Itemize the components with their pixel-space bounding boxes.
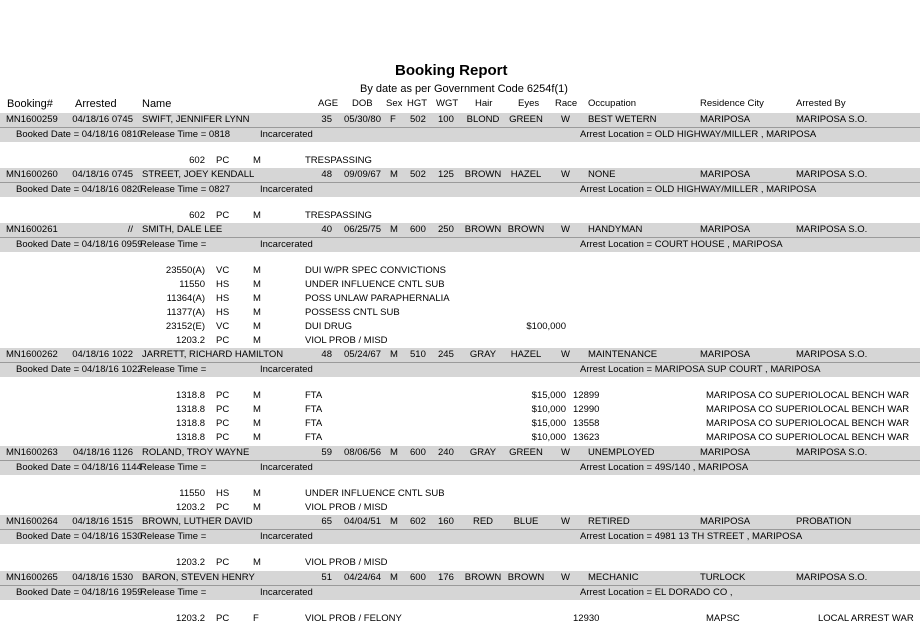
- occupation-value: NONE: [588, 169, 616, 180]
- hair-value: BROWN: [464, 169, 502, 180]
- charge-type: VC: [216, 321, 230, 332]
- arrested-by-value: MARIPOSA S.O.: [796, 169, 868, 180]
- booking-number: MN1600259: [6, 114, 58, 125]
- court-name: MARIPOSA CO SUPERIO: [706, 390, 818, 401]
- case-number: 12930: [573, 613, 600, 624]
- arrest-location: Arrest Location = 49S/140 , MARIPOSA: [580, 462, 749, 473]
- weight-value: 240: [438, 447, 454, 458]
- weight-value: 160: [438, 516, 454, 527]
- arrested-by-value: MARIPOSA S.O.: [796, 114, 868, 125]
- release-time: Release Time =: [140, 587, 207, 598]
- race-value: W: [561, 224, 570, 235]
- charge-level: M: [253, 418, 261, 429]
- charge-code: 23152(E): [165, 321, 205, 332]
- charge-code: 1203.2: [175, 335, 205, 346]
- custody-status: Incarcerated: [260, 239, 313, 250]
- arrest-location: Arrest Location = OLD HIGHWAY/MILLER , MARIPOSA: [580, 184, 817, 195]
- age-value: 35: [321, 114, 332, 125]
- custody-status: Incarcerated: [260, 129, 313, 140]
- case-number: 13558: [573, 418, 600, 429]
- charge-code: 1203.2: [175, 613, 205, 624]
- dob-value: 05/30/80: [344, 114, 381, 125]
- record-divider: [0, 585, 920, 586]
- arrest-datetime: 04/18/16 1022: [72, 349, 133, 360]
- charge-code: 1318.8: [175, 432, 205, 443]
- col-residence-header: Residence City: [700, 98, 764, 109]
- arrest-location: Arrest Location = MARIPOSA SUP COURT , MARIPOSA: [580, 364, 821, 375]
- booked-date: Booked Date = 04/18/16 1530: [16, 531, 143, 542]
- booking-number: MN1600265: [6, 572, 58, 583]
- dob-value: 04/24/64: [344, 572, 381, 583]
- release-time: Release Time =: [140, 364, 207, 375]
- race-value: W: [561, 516, 570, 527]
- charge-type: PC: [216, 557, 230, 568]
- weight-value: 125: [438, 169, 454, 180]
- person-name: STREET, JOEY KENDALL: [142, 169, 255, 180]
- record-divider: [0, 182, 920, 183]
- case-number: 12990: [573, 404, 600, 415]
- arrested-by-value: MARIPOSA S.O.: [796, 572, 868, 583]
- arrest-location: Arrest Location = EL DORADO CO ,: [580, 587, 733, 598]
- height-value: 600: [410, 447, 426, 458]
- charge-code: 11364(A): [166, 293, 205, 304]
- residence-city-value: MARIPOSA: [700, 349, 751, 360]
- col-occupation-header: Occupation: [588, 98, 637, 109]
- charge-level: M: [253, 432, 261, 443]
- hair-value: BROWN: [464, 224, 502, 235]
- charge-type: PC: [216, 502, 230, 513]
- charge-level: M: [253, 293, 261, 304]
- report-subtitle: By date as per Government Code 6254f(1): [360, 83, 568, 95]
- eyes-value: GREEN: [509, 447, 543, 458]
- race-value: W: [561, 447, 570, 458]
- warrant-type: LOCAL BENCH WAR: [818, 418, 910, 429]
- residence-city-value: MARIPOSA: [700, 169, 751, 180]
- charge-type: PC: [216, 432, 230, 443]
- report-title: Booking Report: [395, 62, 508, 79]
- col-wgt-header: WGT: [436, 98, 459, 109]
- charge-type: HS: [216, 293, 230, 304]
- charge-description: VIOL PROB / MISD: [305, 335, 388, 346]
- charge-description: DUI DRUG: [305, 321, 352, 332]
- charge-level: M: [253, 488, 261, 499]
- custody-status: Incarcerated: [260, 184, 313, 195]
- charge-code: 1203.2: [175, 557, 205, 568]
- booking-number: MN1600262: [6, 349, 58, 360]
- height-value: 600: [410, 224, 426, 235]
- occupation-value: BEST WETERN: [588, 114, 657, 125]
- charge-description: POSS UNLAW PARAPHERNALIA: [305, 293, 450, 304]
- charge-description: TRESPASSING: [305, 155, 372, 166]
- charge-description: POSSESS CNTL SUB: [305, 307, 400, 318]
- age-value: 59: [321, 447, 332, 458]
- age-value: 48: [321, 169, 332, 180]
- age-value: 40: [321, 224, 332, 235]
- charge-level: M: [253, 307, 261, 318]
- arrested-by-value: MARIPOSA S.O.: [796, 224, 868, 235]
- bail-amount: $10,000: [531, 432, 566, 443]
- occupation-value: HANDYMAN: [588, 224, 643, 235]
- bail-amount: $10,000: [531, 404, 566, 415]
- charge-description: FTA: [305, 432, 323, 443]
- dob-value: 04/04/51: [344, 516, 381, 527]
- arrest-datetime: //: [127, 224, 133, 235]
- court-name: MAPSC: [706, 613, 740, 624]
- charge-code: 11550: [179, 488, 205, 499]
- arrest-location: Arrest Location = COURT HOUSE , MARIPOSA: [580, 239, 783, 250]
- custody-status: Incarcerated: [260, 364, 313, 375]
- eyes-value: HAZEL: [510, 349, 542, 360]
- sex-value: M: [390, 169, 398, 180]
- hair-value: BLOND: [466, 114, 500, 125]
- charge-description: VIOL PROB / MISD: [305, 557, 388, 568]
- height-value: 502: [410, 114, 426, 125]
- charge-level: M: [253, 155, 261, 166]
- arrest-location: Arrest Location = 4981 13 TH STREET , MARIPOSA: [580, 531, 803, 542]
- charge-type: PC: [216, 418, 230, 429]
- charge-type: VC: [216, 265, 230, 276]
- release-time: Release Time =: [140, 462, 207, 473]
- dob-value: 08/06/56: [344, 447, 381, 458]
- race-value: W: [561, 572, 570, 583]
- booked-date: Booked Date = 04/18/16 0959: [16, 239, 143, 250]
- person-name: BARON, STEVEN HENRY: [142, 572, 255, 583]
- age-value: 48: [321, 349, 332, 360]
- occupation-value: MECHANIC: [588, 572, 639, 583]
- charge-type: HS: [216, 307, 230, 318]
- record-divider: [0, 460, 920, 461]
- charge-code: 602: [189, 210, 205, 221]
- hair-value: GRAY: [469, 349, 497, 360]
- charge-level: M: [253, 210, 261, 221]
- age-value: 65: [321, 516, 332, 527]
- record-divider: [0, 127, 920, 128]
- charge-level: F: [253, 613, 259, 624]
- charge-type: PC: [216, 613, 230, 624]
- col-booking-header: Booking#: [7, 98, 53, 110]
- hair-value: GRAY: [469, 447, 497, 458]
- dob-value: 05/24/67: [344, 349, 381, 360]
- charge-code: 1318.8: [175, 404, 205, 415]
- charge-type: PC: [216, 335, 230, 346]
- col-name-header: Name: [142, 98, 172, 110]
- col-hgt-header: HGT: [407, 98, 428, 109]
- charge-level: M: [253, 502, 261, 513]
- court-name: MARIPOSA CO SUPERIO: [706, 404, 818, 415]
- booking-number: MN1600260: [6, 169, 58, 180]
- age-value: 51: [321, 572, 332, 583]
- race-value: W: [561, 114, 570, 125]
- weight-value: 250: [438, 224, 454, 235]
- occupation-value: UNEMPLOYED: [588, 447, 655, 458]
- charge-type: PC: [216, 155, 230, 166]
- height-value: 602: [410, 516, 426, 527]
- sex-value: M: [390, 516, 398, 527]
- sex-value: M: [390, 224, 398, 235]
- charge-type: PC: [216, 210, 230, 221]
- warrant-type: LOCAL BENCH WAR: [818, 432, 910, 443]
- eyes-value: BROWN: [507, 224, 545, 235]
- charge-type: PC: [216, 404, 230, 415]
- booked-date: Booked Date = 04/18/16 1144: [16, 462, 142, 473]
- charge-code: 23550(A): [165, 265, 205, 276]
- charge-code: 1203.2: [175, 502, 205, 513]
- height-value: 600: [410, 572, 426, 583]
- booking-number: MN1600261: [6, 224, 58, 235]
- arrest-datetime: 04/18/16 1515: [72, 516, 133, 527]
- person-name: SMITH, DALE LEE: [142, 224, 223, 235]
- release-time: Release Time = 0818: [140, 129, 231, 140]
- charge-description: DUI W/PR SPEC CONVICTIONS: [305, 265, 446, 276]
- person-name: BROWN, LUTHER DAVID: [142, 516, 253, 527]
- col-arrested-by-header: Arrested By: [796, 98, 846, 109]
- custody-status: Incarcerated: [260, 531, 313, 542]
- charge-description: VIOL PROB / FELONY: [305, 613, 402, 624]
- court-name: MARIPOSA CO SUPERIO: [706, 418, 818, 429]
- residence-city-value: MARIPOSA: [700, 114, 751, 125]
- charge-description: FTA: [305, 418, 323, 429]
- charge-code: 11550: [179, 279, 205, 290]
- arrested-by-value: MARIPOSA S.O.: [796, 349, 868, 360]
- record-divider: [0, 362, 920, 363]
- custody-status: Incarcerated: [260, 587, 313, 598]
- case-number: 12899: [573, 390, 600, 401]
- booked-date: Booked Date = 04/18/16 1959: [16, 587, 143, 598]
- sex-value: F: [390, 114, 396, 125]
- dob-value: 06/25/75: [344, 224, 381, 235]
- booked-date: Booked Date = 04/18/16 0810: [16, 129, 143, 140]
- eyes-value: BLUE: [513, 516, 539, 527]
- arrested-by-value: MARIPOSA S.O.: [796, 447, 868, 458]
- residence-city-value: MARIPOSA: [700, 447, 751, 458]
- charge-level: M: [253, 557, 261, 568]
- occupation-value: MAINTENANCE: [588, 349, 658, 360]
- charge-level: M: [253, 390, 261, 401]
- booked-date: Booked Date = 04/18/16 1022: [16, 364, 143, 375]
- booking-number: MN1600264: [6, 516, 58, 527]
- warrant-type: LOCAL BENCH WAR: [818, 390, 910, 401]
- release-time: Release Time =: [140, 239, 207, 250]
- person-name: ROLAND, TROY WAYNE: [142, 447, 250, 458]
- bail-amount: $15,000: [531, 418, 566, 429]
- sex-value: M: [390, 349, 398, 360]
- hair-value: BROWN: [464, 572, 502, 583]
- occupation-value: RETIRED: [588, 516, 630, 527]
- booked-date: Booked Date = 04/18/16 0820: [16, 184, 143, 195]
- charge-type: HS: [216, 279, 230, 290]
- height-value: 510: [410, 349, 426, 360]
- weight-value: 176: [438, 572, 454, 583]
- person-name: SWIFT, JENNIFER LYNN: [142, 114, 250, 125]
- sex-value: M: [390, 447, 398, 458]
- col-age-header: AGE: [318, 98, 339, 109]
- col-sex-header: Sex: [386, 98, 403, 109]
- person-name: JARRETT, RICHARD HAMILTON: [142, 349, 284, 360]
- col-dob-header: DOB: [352, 98, 373, 109]
- case-number: 13623: [573, 432, 600, 443]
- col-eyes-header: Eyes: [518, 98, 540, 109]
- arrest-datetime: 04/18/16 0745: [72, 114, 133, 125]
- weight-value: 100: [438, 114, 454, 125]
- col-hair-header: Hair: [475, 98, 493, 109]
- dob-value: 09/09/67: [344, 169, 381, 180]
- release-time: Release Time =: [140, 531, 207, 542]
- sex-value: M: [390, 572, 398, 583]
- arrest-datetime: 04/18/16 0745: [72, 169, 133, 180]
- eyes-value: GREEN: [509, 114, 543, 125]
- charge-description: VIOL PROB / MISD: [305, 502, 388, 513]
- race-value: W: [561, 169, 570, 180]
- booking-number: MN1600263: [6, 447, 58, 458]
- charge-code: 11377(A): [166, 307, 205, 318]
- charge-code: 1318.8: [175, 418, 205, 429]
- arrest-location: Arrest Location = OLD HIGHWAY/MILLER , MARIPOSA: [580, 129, 817, 140]
- charge-code: 1318.8: [175, 390, 205, 401]
- warrant-type: LOCAL ARREST WAR: [818, 613, 914, 624]
- charge-description: UNDER INFLUENCE CNTL SUB: [305, 279, 445, 290]
- charge-type: PC: [216, 390, 230, 401]
- bail-amount: $15,000: [531, 390, 566, 401]
- custody-status: Incarcerated: [260, 462, 313, 473]
- charge-description: FTA: [305, 404, 323, 415]
- charge-code: 602: [189, 155, 205, 166]
- charge-level: M: [253, 265, 261, 276]
- release-time: Release Time = 0827: [140, 184, 231, 195]
- record-divider: [0, 237, 920, 238]
- weight-value: 245: [438, 349, 454, 360]
- bail-amount: $100,000: [526, 321, 566, 332]
- race-value: W: [561, 349, 570, 360]
- charge-level: M: [253, 404, 261, 415]
- residence-city-value: MARIPOSA: [700, 224, 751, 235]
- charge-description: TRESPASSING: [305, 210, 372, 221]
- record-divider: [0, 529, 920, 530]
- hair-value: RED: [472, 516, 494, 527]
- court-name: MARIPOSA CO SUPERIO: [706, 432, 818, 443]
- charge-level: M: [253, 279, 261, 290]
- warrant-type: LOCAL BENCH WAR: [818, 404, 910, 415]
- charge-type: HS: [216, 488, 230, 499]
- arrest-datetime: 04/18/16 1530: [72, 572, 133, 583]
- charge-level: M: [253, 335, 261, 346]
- eyes-value: HAZEL: [510, 169, 542, 180]
- charge-description: FTA: [305, 390, 323, 401]
- charge-level: M: [253, 321, 261, 332]
- height-value: 502: [410, 169, 426, 180]
- arrest-datetime: 04/18/16 1126: [72, 447, 133, 458]
- col-race-header: Race: [555, 98, 578, 109]
- charge-description: UNDER INFLUENCE CNTL SUB: [305, 488, 445, 499]
- arrested-by-value: PROBATION: [796, 516, 852, 527]
- residence-city-value: TURLOCK: [700, 572, 746, 583]
- residence-city-value: MARIPOSA: [700, 516, 751, 527]
- col-arrested-header: Arrested: [75, 98, 117, 110]
- eyes-value: BROWN: [507, 572, 545, 583]
